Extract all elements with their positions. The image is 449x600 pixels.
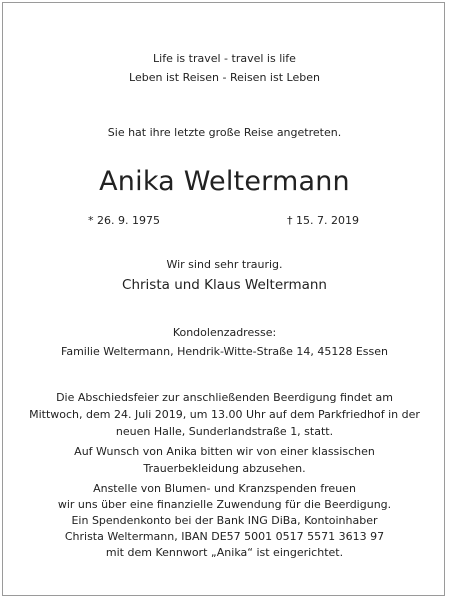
condolence-address: Familie Weltermann, Hendrik-Witte-Straße 14, 45128 Essen (61, 345, 388, 358)
ceremony-line-2: Mittwoch, dem 24. Juli 2019, um 13.00 Uhr auf dem Parkfriedhof in der (29, 408, 420, 421)
donations-line-3: Ein Spendenkonto bei der Bank ING DiBa, Kontoinhaber (71, 514, 378, 527)
intro-text: Sie hat ihre letzte große Reise angetreten. (107, 126, 342, 139)
deceased-name: Anika Weltermann (99, 166, 350, 197)
motto-english: Life is travel - travel is life (153, 52, 296, 65)
motto-german: Leben ist Reisen - Reisen ist Leben (129, 71, 320, 84)
donations-line-1: Anstelle von Blumen- und Kranzspenden freuen (93, 482, 356, 495)
mourning-statement: Wir sind sehr traurig. (166, 258, 283, 271)
ceremony-line-1: Die Abschiedsfeier zur anschließenden Beerdigung findet am (56, 391, 393, 404)
condolence-heading: Kondolenzadresse: (172, 326, 277, 339)
death-date: † 15. 7. 2019 (287, 214, 359, 227)
dress-code-line-2: Trauerbekleidung abzusehen. (143, 462, 306, 475)
donations-line-4: Christa Weltermann, IBAN DE57 5001 0517 5571 3613 97 (64, 530, 385, 543)
mourners-names: Christa und Klaus Weltermann (122, 277, 327, 293)
donations-line-5: mit dem Kennwort „Anika“ ist eingerichtet. (105, 546, 344, 559)
ceremony-line-3: neuen Halle, Sunderlandstraße 1, statt. (115, 425, 334, 438)
birth-date: * 26. 9. 1975 (88, 214, 160, 227)
donations-line-2: wir uns über eine finanzielle Zuwendung für die Beerdigung. (57, 498, 392, 511)
dress-code-line-1: Auf Wunsch von Anika bitten wir von einer klassischen (74, 445, 375, 458)
